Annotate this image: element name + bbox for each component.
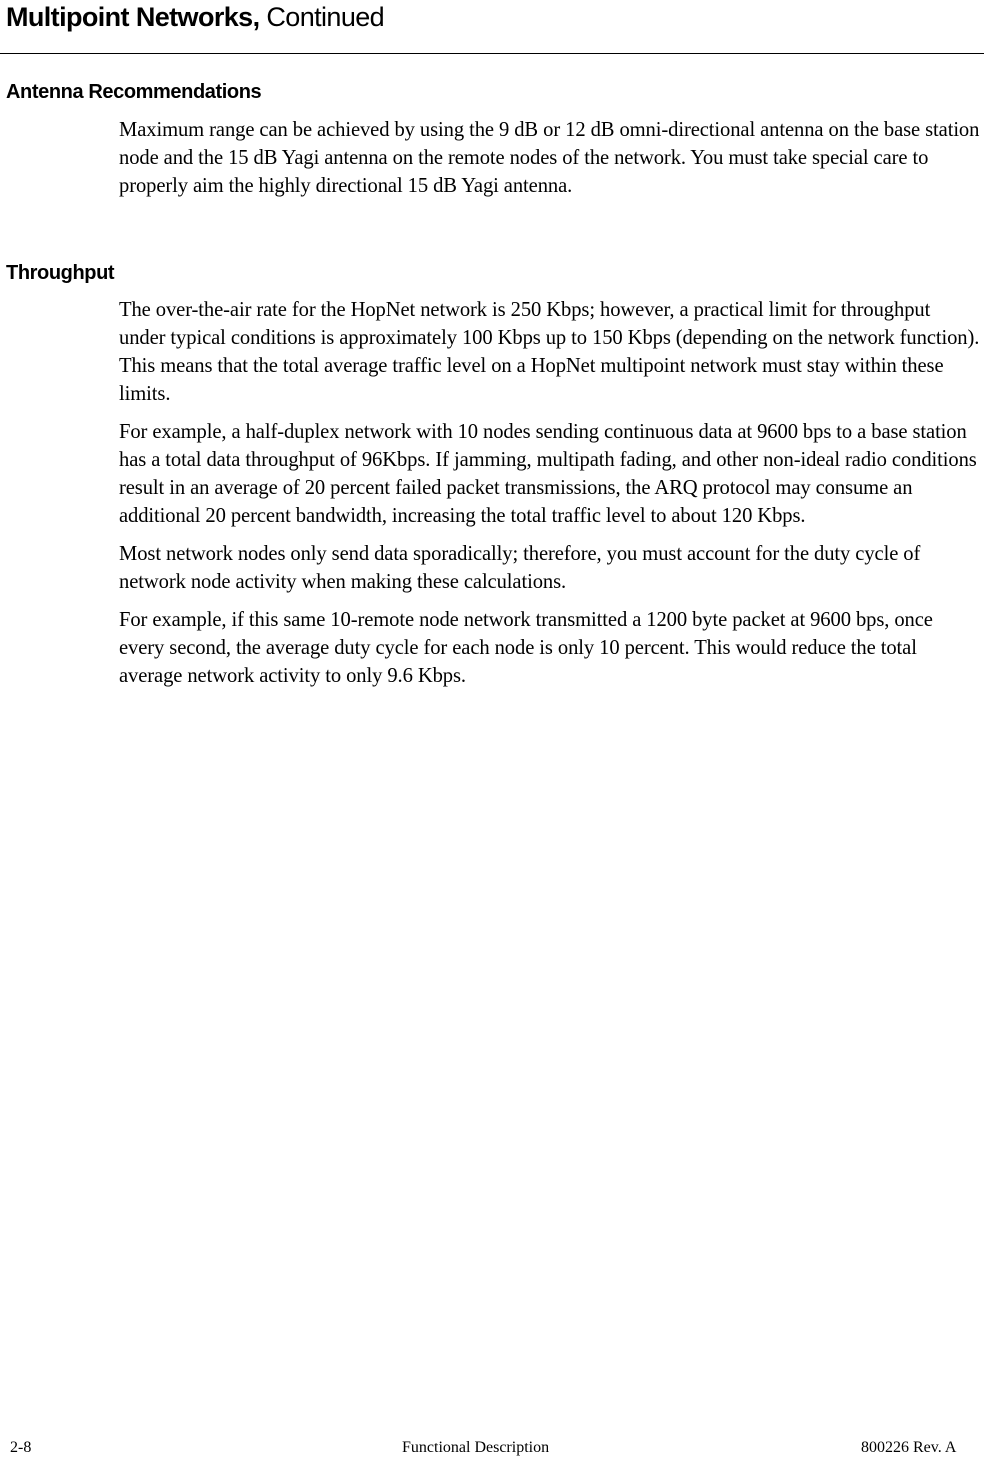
footer-page-number: 2-8 [10, 1439, 32, 1456]
paragraph-duty-cycle-example: For example, if this same 10-remote node network transmitted a 1200 byte packet at 9600 bps, once every second, the average duty cycle for each node is only 10 percent. This would reduce the total average network activity to only 9.6 Kbps. [119, 609, 933, 687]
header-divider [0, 53, 984, 54]
section-heading-throughput: Throughput [6, 262, 115, 284]
paragraph-half-duplex-example: For example, a half-duplex network with 10 nodes sending continuous data at 9600 bps to a base station has a total data throughput of 96Kbps. If jamming, multipath fading, and other non-ideal radio conditions result in an average of 20 percent failed packet transmissions, the ARQ protocol may consume an additional 20 percent bandwidth, increasing the total traffic level to about 120 Kbps. [119, 421, 977, 527]
section-heading-antenna-recommendations: Antenna Recommendations [6, 81, 262, 103]
page-title-continued: Continued [259, 2, 385, 32]
paragraph-antenna-range: Maximum range can be achieved by using the 9 dB or 12 dB omni-directional antenna on the base station node and the 15 dB Yagi antenna on the remote nodes of the network. You must take special care to properly aim the highly directional 15 dB Yagi antenna. [119, 119, 980, 197]
paragraph-over-the-air-rate: The over-the-air rate for the HopNet network is 250 Kbps; however, a practical limit for throughput under typical conditions is approximately 100 Kbps up to 150 Kbps (depending on the network function). This means that the total average traffic level on a HopNet multipoint network must stay within these limits. [119, 299, 980, 405]
page-title-bold: Multipoint Networks, [6, 2, 260, 32]
section-body-antenna-recommendations [119, 116, 981, 200]
section-body-throughput [119, 296, 981, 690]
footer-section-title: Functional Description [402, 1439, 550, 1456]
page-title [6, 0, 384, 34]
footer-doc-revision: 800226 Rev. A [861, 1439, 957, 1456]
paragraph-duty-cycle: Most network nodes only send data sporadically; therefore, you must account for the duty cycle of network node activity when making these calculations. [119, 543, 921, 593]
